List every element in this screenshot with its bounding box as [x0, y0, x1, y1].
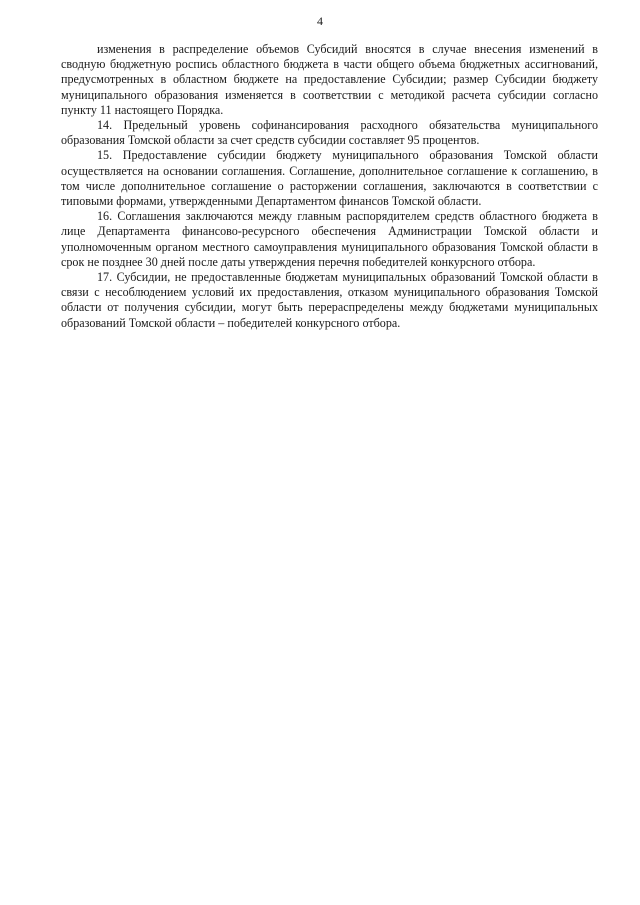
page-number: 4	[317, 14, 323, 28]
paragraph-continuation: изменения в распределение объемов Субсидий вносятся в случае внесения изменений в сводную бюджетную роспись областного бюджета в части общего объема бюджетных ассигнований, предусмотренных в областном бюджете на предоставление Субсидии; размер Субсидии бюджету муниципального образования изменяется в соответствии с методикой расчета субсидии согласно пункту 11 настоящего Порядка.	[61, 42, 598, 117]
document-body	[61, 42, 598, 331]
paragraph-17: 17. Субсидии, не предоставленные бюджетам муниципальных образований Томской области в связи с несоблюдением условий их предоставления, отказом муниципального образования Томской области от получения субсидии, могут быть перераспределены между бюджетами муниципальных образований Томской области – победителей конкурсного отбора.	[61, 270, 598, 330]
paragraph-16: 16. Соглашения заключаются между главным распорядителем средств областного бюджета в лице Департамента финансово-ресурсного обеспечения Администрации Томской области и уполномоченным органом местного самоуправления муниципального образования Томской области в срок не позднее 30 дней после даты утверждения перечня победителей конкурсного отбора.	[61, 209, 598, 269]
paragraph-15: 15. Предоставление субсидии бюджету муниципального образования Томской области осуществляется на основании соглашения. Соглашение, дополнительное соглашение к соглашению, в том числе дополнительное соглашение о расторжении соглашения, заключаются в соответствии с типовыми формами, утвержденными Департаментом финансов Томской области.	[61, 148, 598, 209]
paragraph-14: 14. Предельный уровень софинансирования расходного обязательства муниципального образования Томской области за счет средств субсидии составляет 95 процентов.	[61, 118, 598, 148]
